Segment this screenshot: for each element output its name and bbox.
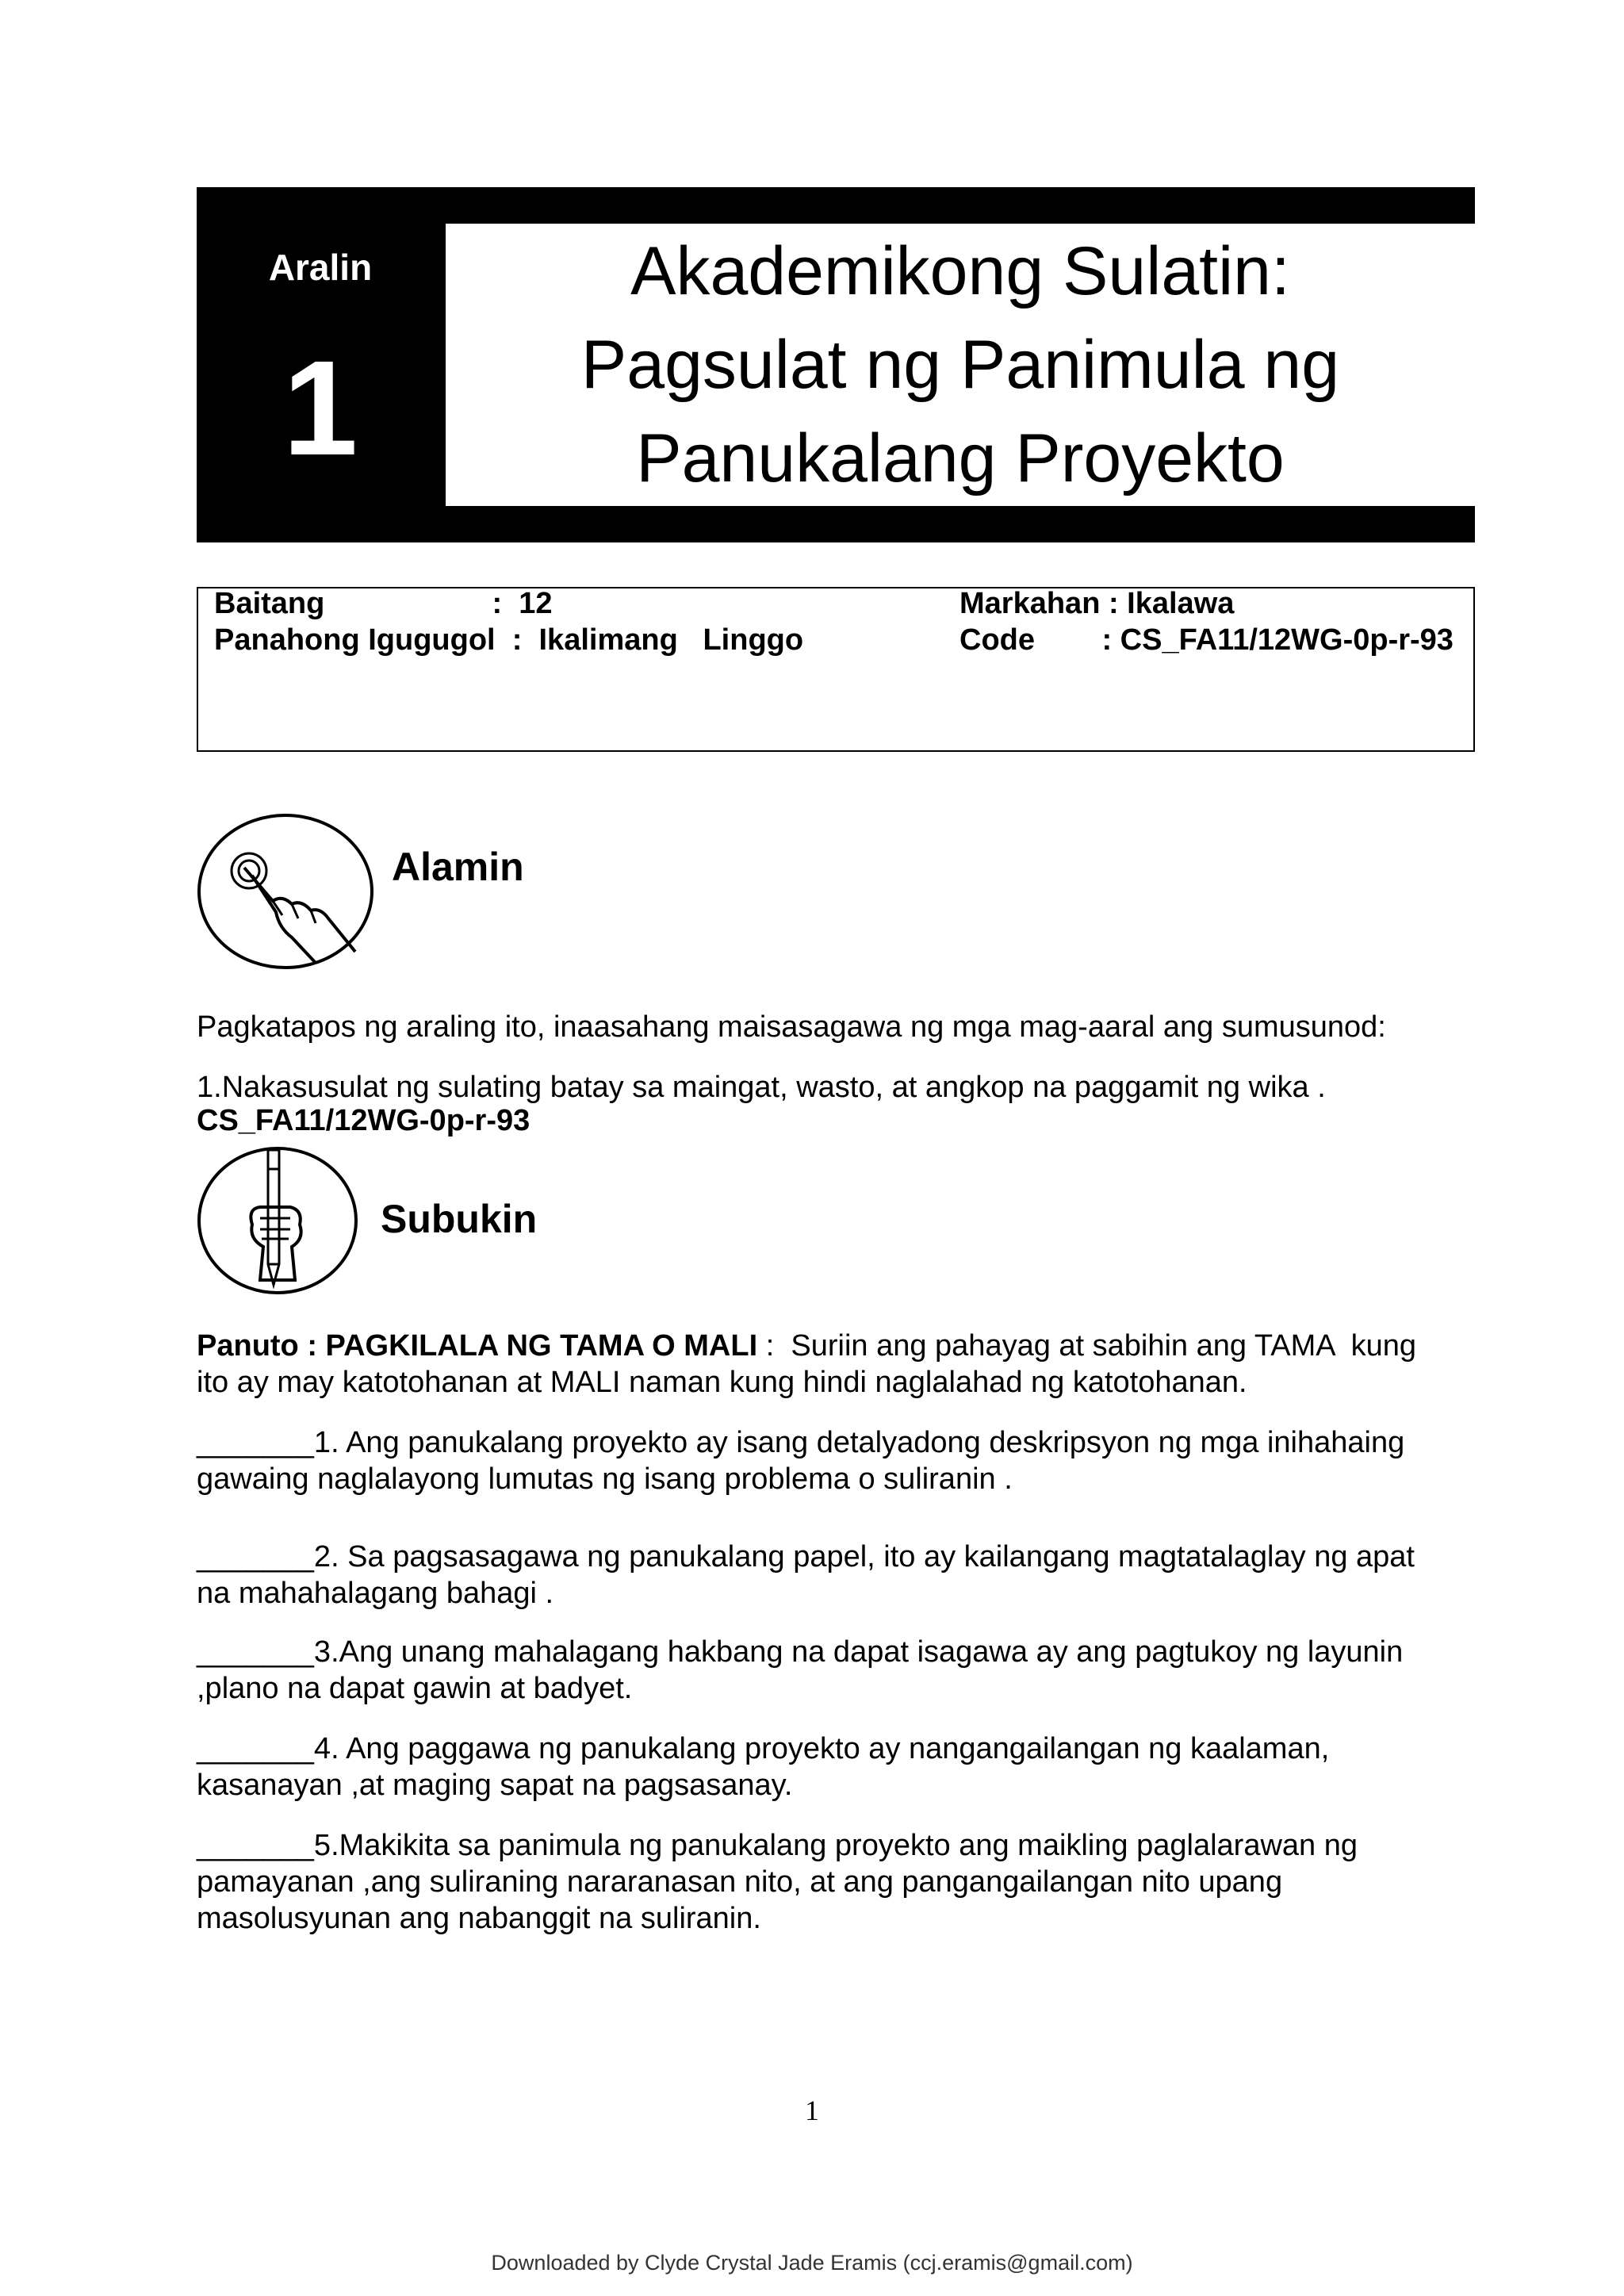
panuto-line-2: ito ay may katotohanan at MALI naman kung hindi naglalahad ng katotohanan.: [197, 1366, 1247, 1399]
pencil-hand-icon: [197, 1145, 360, 1296]
markahan-line: Markahan : Ikalawa: [959, 587, 1235, 620]
aralin-label: Aralin: [268, 247, 373, 288]
baitang-line: Baitang : 12: [214, 587, 553, 620]
item-line: _______1. Ang panukalang proyekto ay isang detalyadong deskripsyon ng mga inihahaing: [197, 1426, 1405, 1459]
aralin-number: 1: [282, 333, 358, 484]
code-line: Code : CS_FA11/12WG-0p-r-93: [959, 623, 1454, 657]
item-line: pamayanan ,ang suliraning nararanasan nito, at ang pangangailangan nito upang: [197, 1865, 1283, 1899]
title-line-1: Akademikong Sulatin:: [630, 233, 1290, 309]
lesson-title: [446, 224, 1475, 506]
quiz-item-2: [197, 1539, 1450, 1612]
panuto-label: Panuto : PAGKILALA NG TAMA O MALI: [197, 1329, 758, 1363]
title-line-2: Pagsulat ng Panimula ng: [580, 327, 1340, 403]
item-line: na mahahalagang bahagi .: [197, 1577, 554, 1610]
page-number: 1: [805, 2095, 819, 2126]
quiz-item-4: [197, 1731, 1450, 1803]
item-line: _______5.Makikita sa panimula ng panukalang proyekto ang maikling paglalarawan ng: [197, 1829, 1358, 1862]
item-line: _______3.Ang unang mahalagang hakbang na dapat isagawa ay ang pagtukoy ng layunin: [197, 1635, 1404, 1669]
panuto-line-1: [197, 1328, 1416, 1364]
alamin-intro: Pagkatapos ng araling ito, inaasahang maisasagawa ng mga mag-aaral ang sumusunod:: [197, 1010, 1386, 1044]
download-note: Downloaded by Clyde Crystal Jade Eramis (ccj.eramis@gmail.com): [491, 2251, 1133, 2275]
lesson-info-box: [197, 587, 1475, 752]
quiz-item-5: [197, 1827, 1450, 1937]
item-line: ,plano na dapat gawin at badyet.: [197, 1672, 633, 1705]
item-line: _______4. Ang paggawa ng panukalang proyekto ay nangangailangan ng kaalaman,: [197, 1732, 1330, 1765]
panahon-line: Panahong Igugugol : Ikalimang Linggo: [214, 623, 804, 657]
item-line: masolusyunan ang nabanggit na suliranin.: [197, 1902, 761, 1935]
item-line: _______2. Sa pagsasagawa ng panukalang papel, ito ay kailangang magtatalaglay ng apat: [197, 1540, 1415, 1573]
pointing-hand-icon: [197, 812, 376, 971]
quiz-item-3: [197, 1634, 1450, 1707]
alamin-code: CS_FA11/12WG-0p-r-93: [197, 1104, 530, 1137]
subukin-title: Subukin: [381, 1197, 538, 1241]
panuto-text: : Suriin ang pahayag at sabihin ang TAMA kung: [757, 1329, 1417, 1363]
alamin-title: Alamin: [392, 845, 524, 889]
item-line: kasanayan ,at maging sapat na pagsasanay.: [197, 1769, 793, 1802]
title-line-3: Panukalang Proyekto: [636, 420, 1285, 496]
item-line: gawaing naglalayong lumutas ng isang problema o suliranin .: [197, 1462, 1013, 1496]
alamin-objective: 1.Nakasusulat ng sulating batay sa maingat, wasto, at angkop na paggamit ng wika .: [197, 1071, 1326, 1104]
quiz-item-1: [197, 1424, 1450, 1497]
